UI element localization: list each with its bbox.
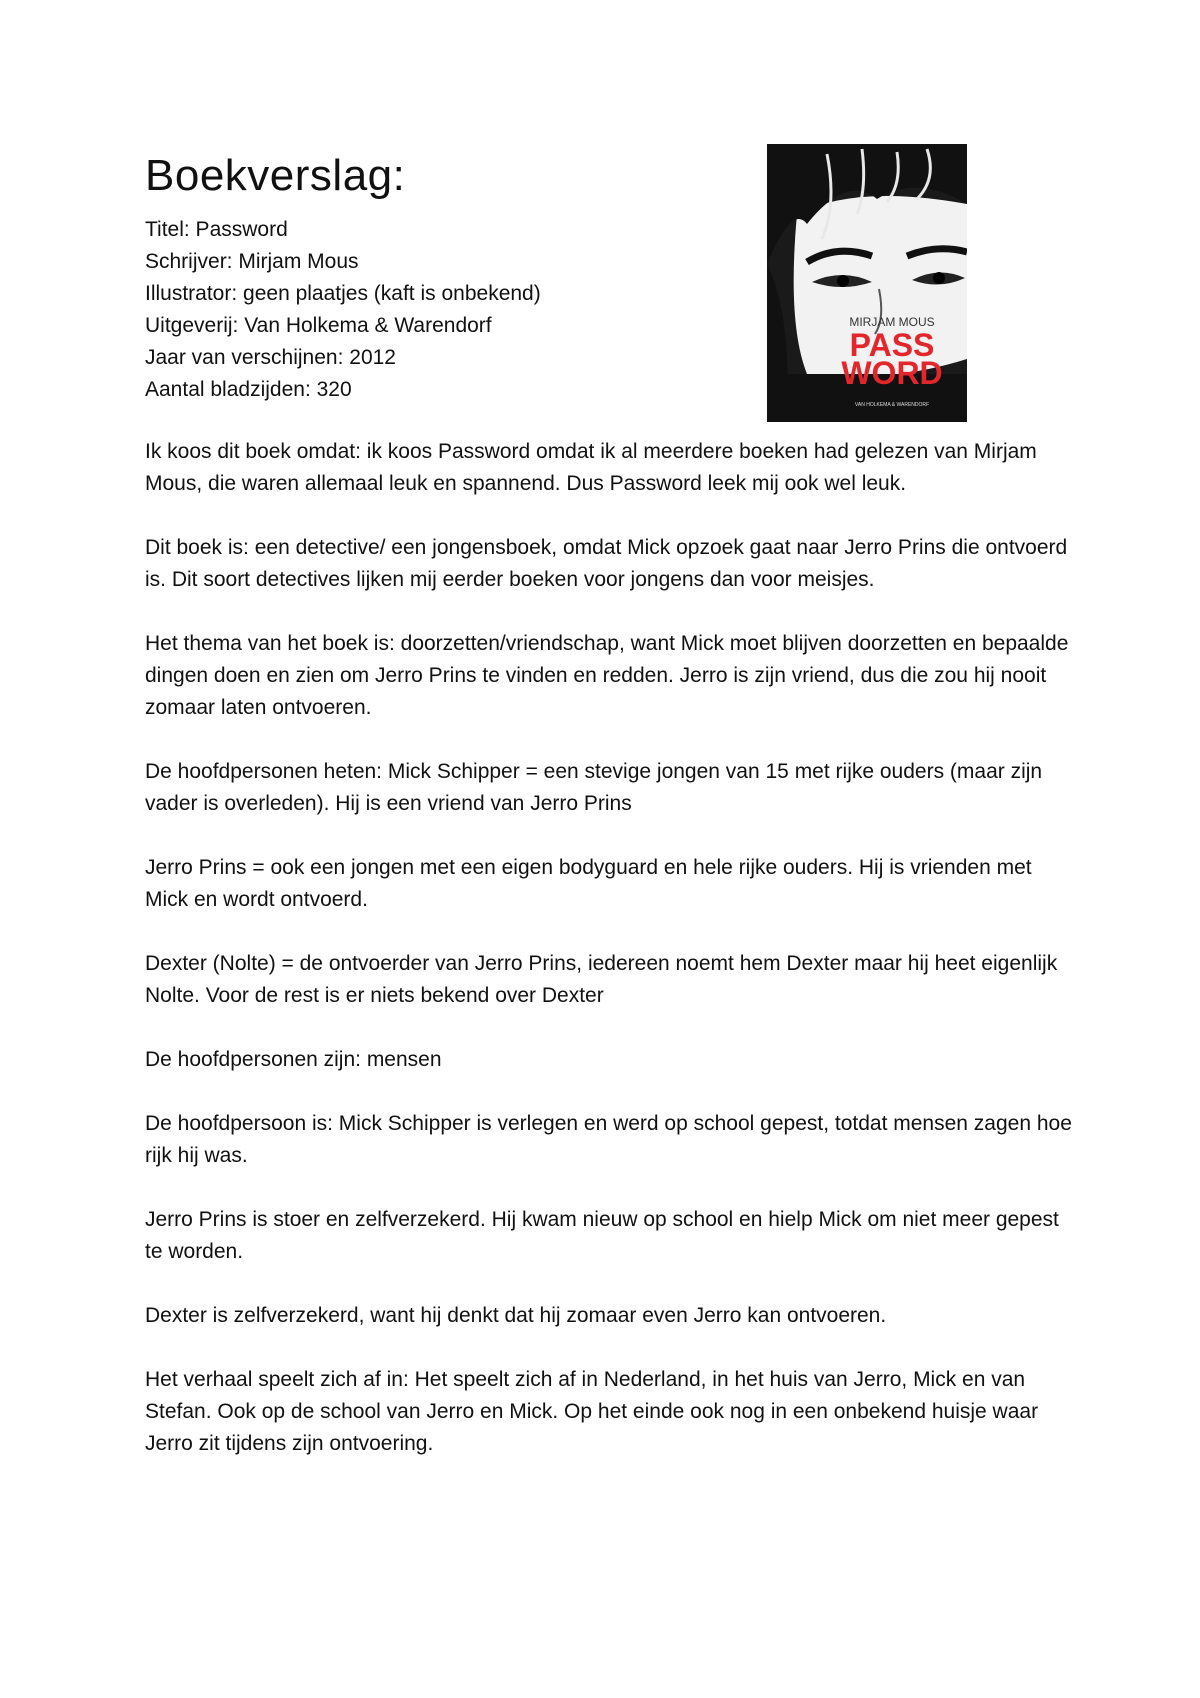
cover-title-line2: WORD bbox=[841, 355, 943, 391]
paragraph-genre: Dit boek is: een detective/ een jongensboek, omdat Mick opzoek gaat naar Jerro Prins die ontvoerd is. Dit soort detectives lijken mij eerder boeken voor jongens dan voor meisjes. bbox=[145, 536, 1068, 591]
meta-title: Titel: Password bbox=[145, 218, 288, 241]
paragraph-jerro-traits: Jerro Prins is stoer en zelfverzekerd. Hij kwam nieuw op school en hielp Mick om niet meer gepest te worden. bbox=[145, 1208, 1059, 1263]
paragraph-reason: Ik koos dit boek omdat: ik koos Password omdat ik al meerdere boeken had gelezen van Mirjam Mous, die waren allemaal leuk en spannend. Dus Password leek mij ook wel leuk. bbox=[145, 440, 1037, 495]
paragraph-theme: Het thema van het boek is: doorzetten/vriendschap, want Mick moet blijven doorzetten en bepaalde dingen doen en zien om Jerro Prins te vinden en redden. Jerro is zijn vriend, dus die zou hij nooit zomaar laten ontvoeren. bbox=[145, 632, 1069, 719]
report-body bbox=[145, 436, 1080, 1492]
paragraph-mick-traits: De hoofdpersoon is: Mick Schipper is verlegen en werd op school gepest, totdat mensen zagen hoe rijk hij was. bbox=[145, 1112, 1072, 1167]
book-cover-image bbox=[767, 144, 967, 422]
meta-author: Schrijver: Mirjam Mous bbox=[145, 250, 359, 273]
paragraph-dexter: Dexter (Nolte) = de ontvoerder van Jerro Prins, iedereen noemt hem Dexter maar hij heet eigenlijk Nolte. Voor de rest is er niets bekend over Dexter bbox=[145, 952, 1058, 1007]
meta-publisher: Uitgeverij: Van Holkema & Warendorf bbox=[145, 314, 492, 337]
paragraph-setting: Het verhaal speelt zich af in: Het speelt zich af in Nederland, in het huis van Jerro, Mick en van Stefan. Ook op de school van Jerro en Mick. Op het einde ook nog in een onbekend huisje waar Jerro zit tijdens zijn ontvoering. bbox=[145, 1368, 1039, 1455]
paragraph-character-type: De hoofdpersonen zijn: mensen bbox=[145, 1048, 442, 1071]
cover-author: MIRJAM MOUS bbox=[849, 315, 935, 329]
paragraph-dexter-traits: Dexter is zelfverzekerd, want hij denkt dat hij zomaar even Jerro kan ontvoeren. bbox=[145, 1304, 887, 1327]
book-metadata bbox=[145, 214, 541, 406]
paragraph-jerro: Jerro Prins = ook een jongen met een eigen bodyguard en hele rijke ouders. Hij is vrienden met Mick en wordt ontvoerd. bbox=[145, 856, 1032, 911]
cover-title-line1: PASS bbox=[849, 327, 935, 363]
meta-illustrator: Illustrator: geen plaatjes (kaft is onbekend) bbox=[145, 282, 541, 305]
page-title: Boekverslag: bbox=[145, 151, 406, 200]
meta-year: Jaar van verschijnen: 2012 bbox=[145, 346, 396, 369]
cover-publisher: VAN HOLKEMA & WARENDORF bbox=[854, 402, 930, 408]
paragraph-main-characters: De hoofdpersonen heten: Mick Schipper = een stevige jongen van 15 met rijke ouders (maar zijn vader is overleden). Hij is een vriend van Jerro Prins bbox=[145, 760, 1043, 815]
meta-pages: Aantal bladzijden: 320 bbox=[145, 378, 352, 401]
